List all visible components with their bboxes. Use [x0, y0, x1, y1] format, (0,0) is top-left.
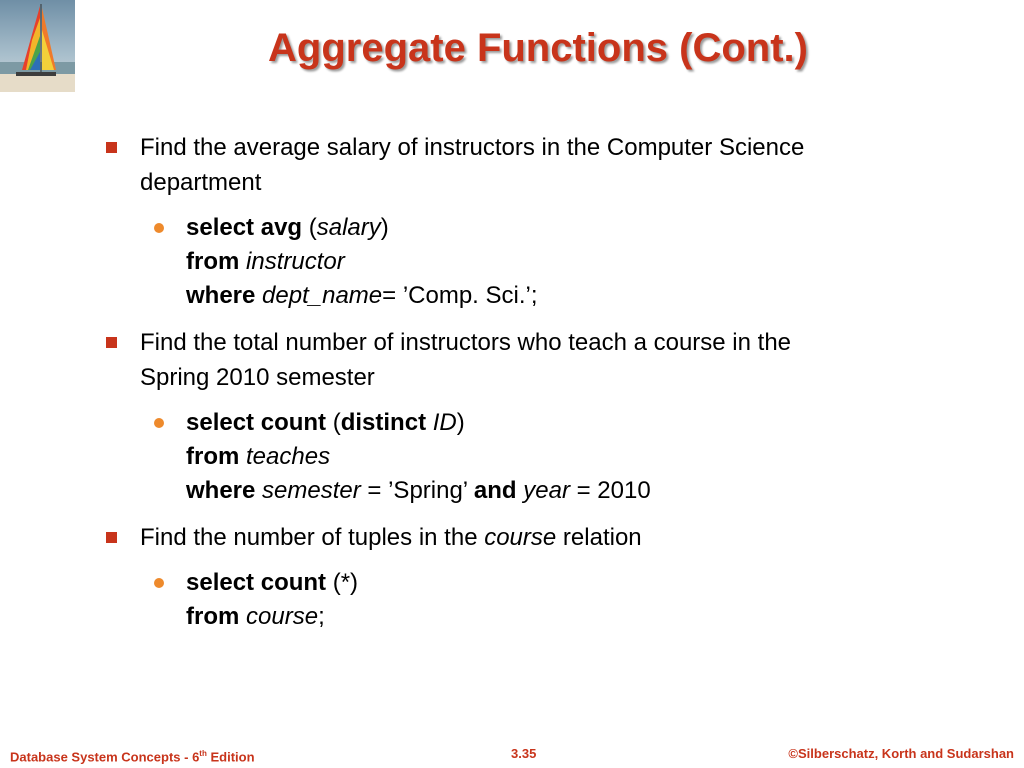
- round-bullet-icon: [154, 223, 164, 233]
- query-line: from teaches: [186, 443, 331, 470]
- square-bullet-icon: [106, 337, 117, 348]
- bullet-text-2: [140, 325, 960, 395]
- sql-query-2: [186, 406, 946, 508]
- footer-book-title: Database System Concepts - 6th Edition: [10, 749, 255, 765]
- bullet-text-line: Find the total number of instructors who teach a course in the: [140, 329, 792, 356]
- query-line: from instructor: [186, 248, 345, 275]
- sql-query-1: [186, 211, 946, 313]
- square-bullet-icon: [106, 532, 117, 543]
- query-line: from course;: [186, 603, 325, 630]
- query-line: select avg (salary): [186, 214, 389, 241]
- query-line: select count (*): [186, 569, 359, 596]
- footer-page-number: 3.35: [511, 746, 537, 761]
- bullet-text-line: department: [140, 169, 262, 196]
- bullet-text-3: [140, 520, 960, 555]
- query-line: where semester = ’Spring’ and year = 2010: [186, 477, 651, 504]
- bullet-text-line: Spring 2010 semester: [140, 364, 375, 391]
- query-line: select count (distinct ID): [186, 409, 465, 436]
- square-bullet-icon: [106, 142, 117, 153]
- bullet-text-line: Find the number of tuples in the course relation: [140, 524, 642, 551]
- round-bullet-icon: [154, 418, 164, 428]
- bullet-text-line: Find the average salary of instructors in the Computer Science: [140, 134, 805, 161]
- bullet-text-1: [140, 130, 960, 200]
- footer-copyright: ©Silberschatz, Korth and Sudarshan: [788, 746, 1014, 761]
- query-line: where dept_name= ’Comp. Sci.’;: [186, 282, 538, 309]
- round-bullet-icon: [154, 578, 164, 588]
- slide-title: Aggregate Functions (Cont.): [268, 26, 808, 70]
- sql-query-3: [186, 566, 946, 634]
